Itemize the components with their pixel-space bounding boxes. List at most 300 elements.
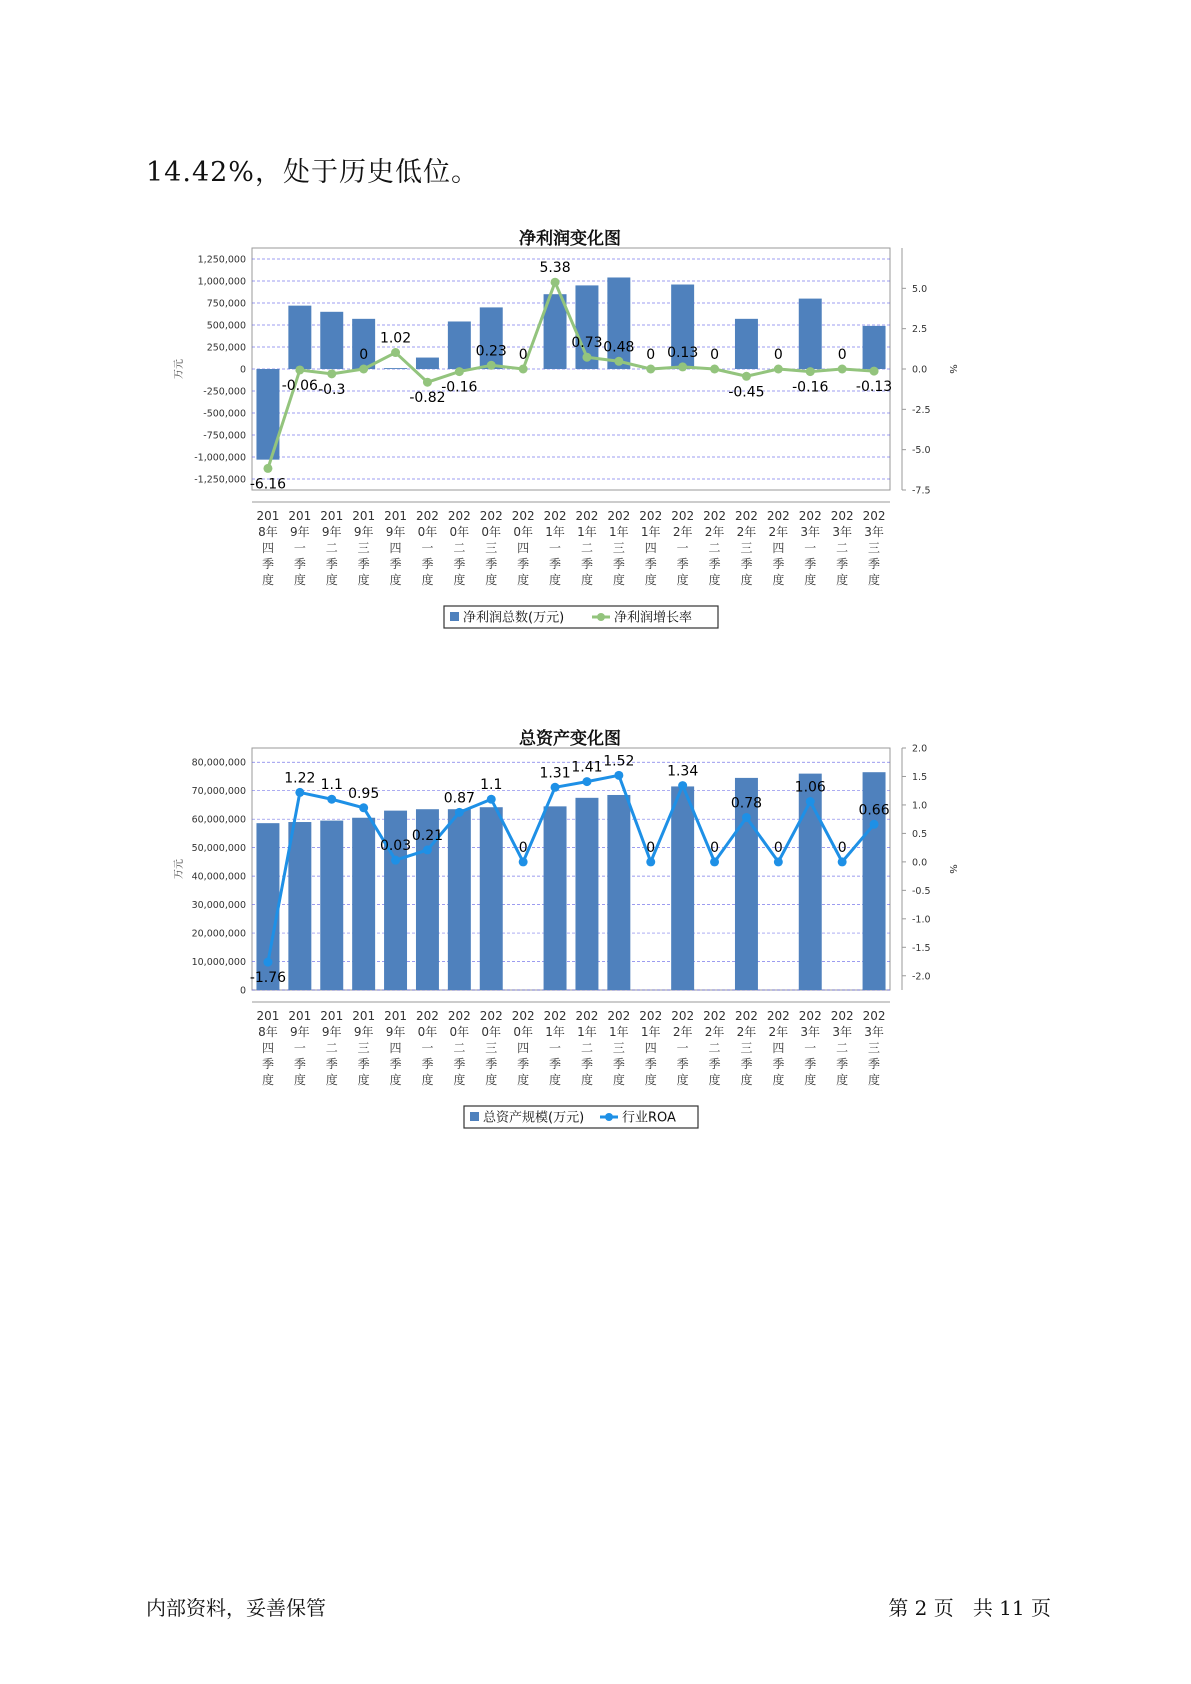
left-tick-label: 500,000 xyxy=(206,320,246,332)
category-label: 度 xyxy=(708,1073,721,1087)
category-label: 季 xyxy=(740,557,753,571)
left-tick-label: -250,000 xyxy=(203,386,246,398)
category-label: 季 xyxy=(580,557,593,571)
line-point xyxy=(423,378,432,387)
category-label: 三 xyxy=(485,1041,498,1055)
category-label: 1年 xyxy=(609,1025,629,1039)
category-label: 202 xyxy=(830,1009,854,1023)
category-label: 201 xyxy=(352,509,376,523)
bar xyxy=(384,368,407,369)
line-point xyxy=(582,777,591,786)
line-point xyxy=(455,808,464,817)
bar xyxy=(607,795,630,990)
category-label: 202 xyxy=(830,509,854,523)
right-tick-label: 2.0 xyxy=(912,743,928,755)
data-label: -0.82 xyxy=(409,390,446,407)
category-label: 季 xyxy=(453,557,466,571)
category-label: 季 xyxy=(517,1057,530,1071)
right-tick-label: -5.0 xyxy=(912,445,931,457)
category-label: 202 xyxy=(543,509,567,523)
category-label: 季 xyxy=(868,1057,881,1071)
data-label: 1.1 xyxy=(320,777,343,794)
category-label: 9年 xyxy=(353,525,374,539)
left-tick-label: 70,000,000 xyxy=(191,786,246,798)
category-label: 季 xyxy=(389,1057,402,1071)
right-axis-title: % xyxy=(947,864,958,874)
left-tick-label: 60,000,000 xyxy=(191,814,246,826)
category-label: 9年 xyxy=(321,525,342,539)
category-label: 三 xyxy=(868,1041,881,1055)
category-label: 度 xyxy=(772,1073,785,1087)
category-label: 202 xyxy=(798,509,822,523)
category-label: 季 xyxy=(676,557,689,571)
footer-confidential: 内部资料，妥善保管 xyxy=(146,1596,326,1620)
line-point xyxy=(806,797,815,806)
legend-bar-label: 净利润总数(万元) xyxy=(463,610,565,626)
category-label: 季 xyxy=(612,1057,625,1071)
category-label: 季 xyxy=(612,557,625,571)
category-label: 202 xyxy=(607,509,631,523)
legend-bar-label: 总资产规模(万元) xyxy=(483,1110,585,1126)
line-point xyxy=(519,857,528,866)
category-label: 度 xyxy=(357,1073,370,1087)
category-label: 202 xyxy=(415,1009,439,1023)
category-label: 0年 xyxy=(513,525,533,539)
category-label: 2年 xyxy=(736,525,757,539)
left-tick-label: 1,000,000 xyxy=(197,276,246,288)
category-label: 度 xyxy=(740,573,753,587)
category-label: 四 xyxy=(772,541,785,555)
left-tick-label: 40,000,000 xyxy=(191,871,246,883)
data-label: 0.23 xyxy=(475,343,507,360)
right-tick-label: 2.5 xyxy=(912,324,928,336)
legend-line-label: 行业ROA xyxy=(622,1110,676,1126)
category-label: 季 xyxy=(549,1057,562,1071)
category-label: 季 xyxy=(261,557,274,571)
data-label: 0.87 xyxy=(443,790,475,807)
category-label: 202 xyxy=(479,1009,503,1023)
category-label: 度 xyxy=(644,1073,657,1087)
net-profit-chart-svg xyxy=(170,210,970,670)
bar xyxy=(607,277,630,369)
data-label: 1.1 xyxy=(480,777,503,794)
category-label: 度 xyxy=(325,573,338,587)
legend-line-marker xyxy=(597,613,605,621)
bar xyxy=(480,307,503,369)
category-label: 一 xyxy=(804,541,817,555)
category-label: 度 xyxy=(485,1073,498,1087)
data-label: 0 xyxy=(837,839,847,856)
legend-line-marker xyxy=(605,1113,613,1121)
line-point xyxy=(806,367,815,376)
category-label: 四 xyxy=(389,541,402,555)
left-axis-title: 万元 xyxy=(174,359,185,379)
data-label: 0 xyxy=(710,839,720,856)
category-label: 季 xyxy=(772,557,785,571)
line-point xyxy=(295,788,304,797)
category-label: 202 xyxy=(511,1009,535,1023)
category-label: 201 xyxy=(256,509,280,523)
category-label: 8年 xyxy=(258,1025,278,1039)
data-label: -0.16 xyxy=(792,379,829,396)
data-label: 0 xyxy=(518,839,528,856)
bar xyxy=(320,312,343,369)
line-point xyxy=(327,369,336,378)
category-label: 四 xyxy=(517,541,530,555)
category-label: 201 xyxy=(320,1009,344,1023)
line-point xyxy=(327,795,336,804)
data-label: -0.13 xyxy=(855,379,893,396)
bar xyxy=(671,786,694,990)
data-label: 1.41 xyxy=(571,759,603,776)
right-tick-label: 1.5 xyxy=(912,771,928,783)
category-label: 季 xyxy=(580,1057,593,1071)
right-axis-title: % xyxy=(947,364,958,374)
line-point xyxy=(774,365,783,374)
category-label: 度 xyxy=(453,573,466,587)
category-label: 202 xyxy=(447,509,471,523)
category-label: 202 xyxy=(798,1009,822,1023)
category-label: 度 xyxy=(580,573,593,587)
data-label: 0 xyxy=(773,839,783,856)
right-tick-label: 1.0 xyxy=(912,800,928,812)
category-label: 三 xyxy=(740,1041,753,1055)
category-label: 三 xyxy=(357,1041,370,1055)
left-axis-title: 万元 xyxy=(174,859,185,879)
data-label: 0 xyxy=(359,347,369,363)
category-label: 度 xyxy=(740,1073,753,1087)
line-point xyxy=(359,803,368,812)
category-label: 度 xyxy=(580,1073,593,1087)
left-tick-label: 50,000,000 xyxy=(191,843,246,855)
line-point xyxy=(870,367,879,376)
data-label: 1.52 xyxy=(603,753,635,770)
line-point xyxy=(263,958,272,967)
right-tick-label: -2.5 xyxy=(912,404,931,416)
category-label: 3年 xyxy=(832,525,852,539)
category-label: 度 xyxy=(868,573,881,587)
category-label: 9年 xyxy=(385,1025,406,1039)
left-tick-label: 0 xyxy=(239,364,246,376)
right-tick-label: 0.5 xyxy=(912,828,928,840)
line-point xyxy=(487,795,496,804)
category-label: 202 xyxy=(862,509,886,523)
category-label: 三 xyxy=(868,541,881,555)
category-label: 度 xyxy=(612,573,625,587)
line-point xyxy=(742,372,751,381)
line-point xyxy=(359,365,368,374)
category-label: 四 xyxy=(772,1041,785,1055)
category-label: 9年 xyxy=(290,1025,310,1039)
category-label: 度 xyxy=(261,573,274,587)
category-label: 度 xyxy=(453,1073,466,1087)
line-point xyxy=(551,783,560,792)
category-label: 季 xyxy=(485,1057,498,1071)
category-label: 度 xyxy=(389,1073,402,1087)
category-label: 0年 xyxy=(481,1025,502,1039)
category-label: 202 xyxy=(671,509,695,523)
category-label: 202 xyxy=(543,1009,567,1023)
category-label: 1年 xyxy=(545,1025,565,1039)
category-label: 季 xyxy=(325,557,338,571)
data-label: -0.06 xyxy=(281,377,318,394)
category-label: 度 xyxy=(836,1073,849,1087)
category-label: 2年 xyxy=(672,1025,693,1039)
data-label: 0 xyxy=(837,347,847,363)
left-tick-label: 1,250,000 xyxy=(197,254,246,266)
bar xyxy=(448,809,471,990)
line-point xyxy=(838,857,847,866)
category-label: 季 xyxy=(293,1057,306,1071)
line-point xyxy=(295,365,304,374)
category-label: 二 xyxy=(836,1041,849,1055)
category-label: 季 xyxy=(740,1057,753,1071)
line-point xyxy=(646,857,655,866)
category-label: 201 xyxy=(384,509,408,523)
category-label: 3年 xyxy=(864,1025,884,1039)
category-label: 3年 xyxy=(864,525,884,539)
category-label: 季 xyxy=(485,557,498,571)
category-label: 度 xyxy=(676,573,689,587)
category-label: 度 xyxy=(421,573,434,587)
data-label: 1.31 xyxy=(539,765,571,782)
category-label: 202 xyxy=(671,1009,695,1023)
category-label: 9年 xyxy=(321,1025,342,1039)
category-label: 四 xyxy=(644,541,657,555)
left-tick-label: 30,000,000 xyxy=(191,900,246,912)
category-label: 2年 xyxy=(672,525,693,539)
data-label: 0 xyxy=(646,839,656,856)
data-label: 0 xyxy=(518,347,528,363)
category-label: 0年 xyxy=(513,1025,533,1039)
data-label: -1.76 xyxy=(249,970,287,987)
category-label: 度 xyxy=(517,1073,530,1087)
category-label: 三 xyxy=(357,541,370,555)
line-point xyxy=(391,348,400,357)
category-label: 度 xyxy=(261,1073,274,1087)
category-label: 季 xyxy=(804,1057,817,1071)
category-label: 季 xyxy=(708,557,721,571)
line-point xyxy=(774,857,783,866)
line-point xyxy=(551,278,560,287)
category-label: 度 xyxy=(485,573,498,587)
right-tick-label: 0.0 xyxy=(912,857,928,869)
category-label: 季 xyxy=(836,1057,849,1071)
bar xyxy=(799,299,822,369)
total-assets-chart-svg xyxy=(170,710,970,1170)
line-point xyxy=(870,820,879,829)
category-label: 度 xyxy=(804,1073,817,1087)
category-label: 季 xyxy=(644,557,657,571)
net-profit-chart xyxy=(170,210,970,680)
category-label: 季 xyxy=(868,557,881,571)
data-label: 0 xyxy=(646,347,656,363)
right-tick-label: -1.5 xyxy=(912,942,931,954)
right-tick-label: 5.0 xyxy=(912,283,928,295)
line-point xyxy=(614,771,623,780)
chart-title: 总资产变化图 xyxy=(519,729,621,749)
category-label: 202 xyxy=(734,509,758,523)
category-label: 季 xyxy=(421,557,434,571)
category-label: 季 xyxy=(453,1057,466,1071)
left-tick-label: 80,000,000 xyxy=(191,757,246,769)
category-label: 一 xyxy=(676,541,689,555)
category-label: 季 xyxy=(293,557,306,571)
category-label: 1年 xyxy=(545,525,565,539)
category-label: 季 xyxy=(421,1057,434,1071)
data-label: 0.95 xyxy=(348,785,380,802)
left-tick-label: 0 xyxy=(239,985,246,997)
category-label: 202 xyxy=(766,1009,790,1023)
category-label: 202 xyxy=(734,1009,758,1023)
line-point xyxy=(678,362,687,371)
left-tick-label: -500,000 xyxy=(203,408,246,420)
category-label: 二 xyxy=(836,541,849,555)
legend-bar-swatch xyxy=(450,612,459,621)
category-label: 三 xyxy=(740,541,753,555)
line-point xyxy=(455,367,464,376)
category-label: 四 xyxy=(517,1041,530,1055)
chart-title: 净利润变化图 xyxy=(519,229,621,249)
category-label: 度 xyxy=(421,1073,434,1087)
category-label: 季 xyxy=(708,1057,721,1071)
right-tick-label: -2.0 xyxy=(912,971,931,983)
category-label: 度 xyxy=(772,573,785,587)
category-label: 201 xyxy=(352,1009,376,1023)
category-label: 度 xyxy=(549,1073,562,1087)
category-label: 201 xyxy=(288,509,312,523)
category-label: 2年 xyxy=(704,525,725,539)
category-label: 二 xyxy=(453,1041,466,1055)
category-label: 二 xyxy=(453,541,466,555)
category-label: 一 xyxy=(804,1041,817,1055)
category-label: 二 xyxy=(325,541,338,555)
category-label: 度 xyxy=(357,573,370,587)
bar xyxy=(480,807,503,990)
category-label: 四 xyxy=(389,1041,402,1055)
category-label: 季 xyxy=(644,1057,657,1071)
category-label: 三 xyxy=(612,1041,625,1055)
data-label: 0.21 xyxy=(411,827,444,844)
category-label: 度 xyxy=(708,573,721,587)
category-label: 201 xyxy=(288,1009,312,1023)
right-tick-label: -0.5 xyxy=(912,885,931,897)
category-label: 度 xyxy=(644,573,657,587)
category-label: 一 xyxy=(293,541,306,555)
category-label: 一 xyxy=(676,1041,689,1055)
category-label: 1年 xyxy=(577,525,597,539)
category-label: 202 xyxy=(575,1009,599,1023)
data-label: -0.3 xyxy=(318,381,346,398)
category-label: 季 xyxy=(261,1057,274,1071)
category-label: 0年 xyxy=(449,1025,470,1039)
data-label: 0.03 xyxy=(379,838,412,855)
category-label: 度 xyxy=(868,1073,881,1087)
line-point xyxy=(614,357,623,366)
bar xyxy=(544,806,567,990)
category-label: 202 xyxy=(607,1009,631,1023)
bar xyxy=(352,818,375,990)
data-label: 1.22 xyxy=(284,770,316,787)
category-label: 2年 xyxy=(768,1025,789,1039)
data-label: 0.78 xyxy=(730,795,763,812)
category-label: 季 xyxy=(357,557,370,571)
bar xyxy=(416,358,439,369)
category-label: 一 xyxy=(293,1041,306,1055)
bar xyxy=(735,319,758,369)
category-label: 0年 xyxy=(449,525,470,539)
line-point xyxy=(838,365,847,374)
category-label: 2年 xyxy=(704,1025,725,1039)
category-label: 二 xyxy=(325,1041,338,1055)
category-label: 度 xyxy=(517,573,530,587)
category-label: 度 xyxy=(389,573,402,587)
category-label: 1年 xyxy=(640,1025,661,1039)
category-label: 201 xyxy=(256,1009,280,1023)
data-label: 0.13 xyxy=(667,344,699,361)
line-point xyxy=(582,353,591,362)
category-label: 四 xyxy=(261,1041,274,1055)
intro-text: 14.42%，处于历史低位。 xyxy=(146,157,479,188)
category-label: 0年 xyxy=(481,525,502,539)
bar xyxy=(288,306,311,369)
category-label: 1年 xyxy=(609,525,629,539)
category-label: 0年 xyxy=(417,525,438,539)
footer-page-number: 第 2 页 共 11 页 xyxy=(888,1596,1051,1620)
data-label: 1.02 xyxy=(379,330,412,347)
category-label: 0年 xyxy=(417,1025,438,1039)
category-label: 9年 xyxy=(385,525,406,539)
bar xyxy=(320,821,343,990)
category-label: 度 xyxy=(804,573,817,587)
right-tick-label: 0.0 xyxy=(912,364,928,376)
category-label: 二 xyxy=(580,1041,593,1055)
category-label: 四 xyxy=(261,541,274,555)
series-line xyxy=(268,282,874,468)
category-label: 202 xyxy=(575,509,599,523)
category-label: 季 xyxy=(804,557,817,571)
line-point xyxy=(519,365,528,374)
category-label: 1年 xyxy=(640,525,661,539)
data-label: 0 xyxy=(710,347,720,363)
right-tick-label: -1.0 xyxy=(912,914,931,926)
bar xyxy=(448,321,471,369)
bar xyxy=(799,774,822,990)
left-tick-label: 250,000 xyxy=(206,342,246,354)
category-label: 202 xyxy=(639,1009,663,1023)
bar xyxy=(863,326,886,369)
category-label: 度 xyxy=(293,573,306,587)
category-label: 2年 xyxy=(768,525,789,539)
total-assets-chart xyxy=(170,710,970,1180)
category-label: 202 xyxy=(447,1009,471,1023)
category-label: 一 xyxy=(549,541,562,555)
category-label: 202 xyxy=(766,509,790,523)
category-label: 度 xyxy=(293,1073,306,1087)
category-label: 二 xyxy=(708,541,721,555)
category-label: 度 xyxy=(676,1073,689,1087)
category-label: 202 xyxy=(703,509,727,523)
category-label: 度 xyxy=(612,1073,625,1087)
category-label: 度 xyxy=(549,573,562,587)
category-label: 202 xyxy=(862,1009,886,1023)
data-label: 1.06 xyxy=(794,779,826,796)
category-label: 三 xyxy=(485,541,498,555)
category-label: 9年 xyxy=(353,1025,374,1039)
data-label: -0.45 xyxy=(728,384,765,401)
category-label: 度 xyxy=(325,1073,338,1087)
category-label: 季 xyxy=(772,1057,785,1071)
